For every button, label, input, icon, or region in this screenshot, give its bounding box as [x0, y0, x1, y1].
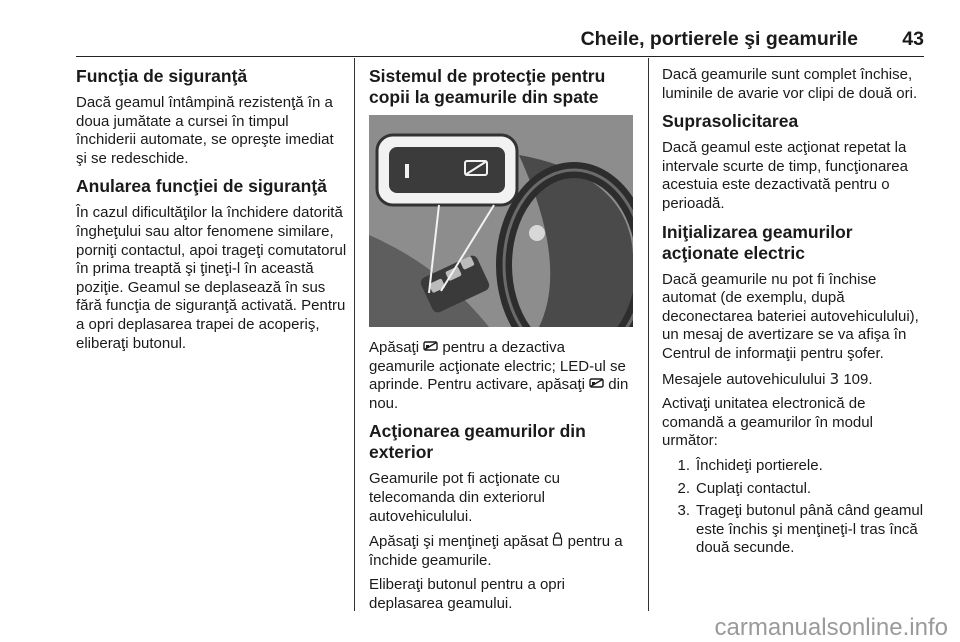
list-item: 1. Închideţi portierele. [677, 456, 823, 474]
paragraph: Dacă geamurile sunt complet închise, luminile de avarie vor clipi de două ori. [662, 66, 918, 102]
section-heading-cancel-safety: Anularea funcţiei de siguranţă [76, 176, 327, 197]
paragraph: Activaţi unitatea electronică de comandă a geamurilor în modul următor: [662, 395, 873, 450]
paragraph: Eliberaţi butonul pentru a opri deplasarea geamului. [369, 576, 565, 612]
column-left [76, 58, 348, 359]
paragraph: Geamurile pot fi acţionate cu telecomanda din exteriorul autovehiculului. [369, 470, 560, 525]
column-middle [369, 58, 633, 620]
paragraph: Apăsaţi pentru a dezactiva geamurile acţionate electric; LED-ul se aprinde. Pentru activare, apăsaţi din nou. [369, 339, 629, 412]
section-heading-exterior-operation: Acţionarea geamurilor din exterior [369, 421, 586, 463]
paragraph: Dacă geamul este acţionat repetat la intervale scurte de timp, funcţionarea acestuia este dezactivată pentru o perioadă. [662, 139, 908, 212]
list-item: 3. Trageţi butonul până când geamul este închis şi menţineţi-l tras încă două secunde. [677, 502, 924, 557]
child-lock-icon [423, 340, 438, 352]
section-heading-safety-function: Funcţia de siguranţă [76, 66, 248, 86]
column-divider [354, 58, 355, 611]
door-switch-illustration [369, 115, 633, 327]
list-item: 2. Cuplaţi contactul. [677, 479, 812, 497]
section-heading-overload: Suprasolicitarea [662, 111, 799, 132]
paragraph: Mesajele autovehiculului 3 109. [662, 369, 873, 388]
page-header [76, 22, 924, 57]
chapter-title: Cheile, portierele şi geamurile [580, 28, 858, 50]
section-heading-initialization: Iniţializarea geamurilor acţionate electric [662, 221, 853, 263]
section-heading-child-protection: Sistemul de protecţie pentru copii la geamurile din spate [369, 66, 606, 107]
steps-list [662, 457, 926, 558]
page-number: 43 [902, 28, 924, 50]
page-reference-arrow-icon: 3 [829, 369, 840, 388]
door-switch-photo [369, 115, 633, 327]
lock-key-icon [552, 532, 563, 546]
paragraph: Dacă geamurile nu pot fi închise automat (de exemplu, după deconectarea bateriei autovehiculului), un mesaj de avertizare se va afişa în Centrul de informaţii pentru şofer. [662, 270, 919, 362]
column-divider [648, 58, 649, 611]
column-right [662, 58, 926, 562]
paragraph: În cazul dificultăţilor la închidere datorită îngheţului sau altor fenomene similare, porniţi contactul, apoi trageţi comutatorul în prima treaptă şi ţineţi-l în această poziţie. Geamul se deplasează în sus fără funcţia de siguranţă activată. Pentru a opri deplasarea trapei de acoperiş, eliberaţi butonul. [76, 204, 347, 352]
watermark: carmanualsonline.info [714, 614, 948, 641]
paragraph: Dacă geamul întâmpină rezistenţă în a doua jumătate a cursei în timpul închiderii automate, se opreşte imediat şi se redeschide. [76, 94, 334, 167]
paragraph: Apăsaţi şi menţineţi apăsat pentru a închide geamurile. [369, 533, 623, 569]
child-lock-icon [589, 377, 604, 389]
